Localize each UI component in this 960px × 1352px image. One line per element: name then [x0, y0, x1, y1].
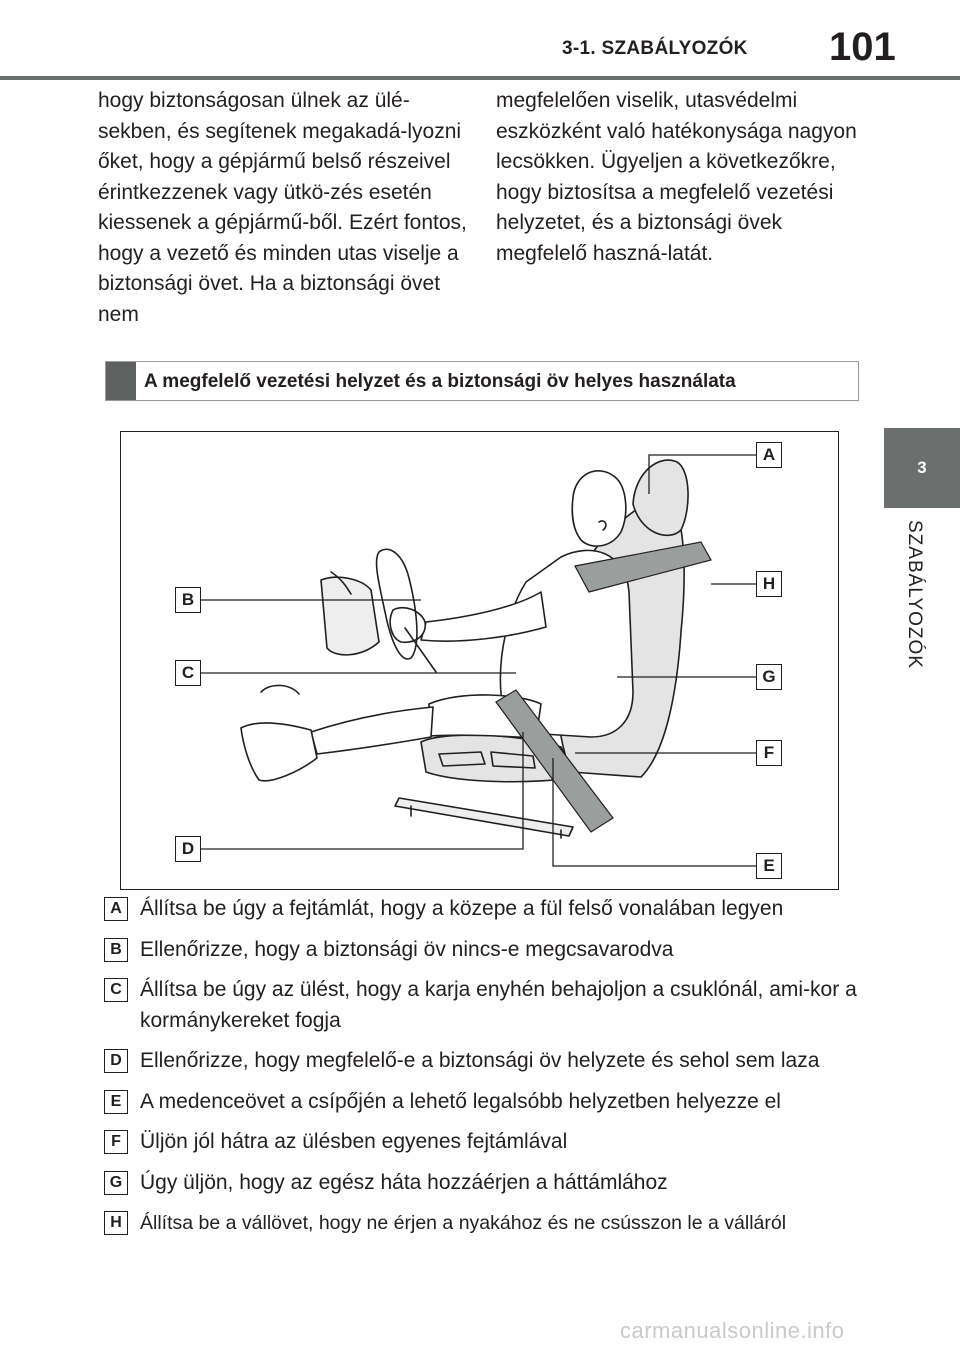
legend-text-b: Ellenőrizze, hogy a biztonsági öv nincs-e megcsavarodva — [140, 937, 674, 961]
driver-lower-leg — [311, 707, 433, 754]
section-heading-box — [105, 361, 859, 401]
page-number: 101 — [829, 25, 896, 69]
callout-h: H — [756, 571, 782, 597]
legend-item-f — [104, 1127, 864, 1158]
legend-item-g — [104, 1168, 864, 1199]
legend-item-b — [104, 935, 864, 966]
section-label: 3-1. SZABÁLYOZÓK — [562, 38, 748, 59]
intro-right-column: megfelelően viselik, utasvédelmi eszközként való hatékonysága nagyon lecsökken. Ügyeljen a következőkre, hogy biztosítsa a megfelelő vezetési helyzetet, és a biztonsági övek megfelelő haszná-latát. — [496, 89, 857, 265]
legend-item-h — [104, 1208, 864, 1239]
legend-key-d: D — [104, 1049, 128, 1073]
chapter-title: SZABÁLYOZÓK — [904, 520, 925, 669]
legend-key-g: G — [104, 1171, 128, 1195]
legend-key-b: B — [104, 938, 128, 962]
callout-g: G — [756, 664, 782, 690]
chapter-number: 3 — [917, 458, 927, 477]
callout-a: A — [756, 442, 782, 468]
figure-legend — [104, 894, 864, 1249]
callout-f: F — [756, 740, 782, 766]
legend-key-a: A — [104, 897, 128, 921]
chapter-tab[interactable] — [884, 428, 960, 508]
intro-left-column: hogy biztonságosan ülnek az ülé-sekben, és segítenek megakadá-lyozni őket, hogy a gépjármű belső részeivel érintkezzenek vagy ütkö-zés esetén kiessenek a gépjármű-ből. Ezért fontos, hogy a vezető és minden utas viselje a biztonsági övet. Ha a biztonsági övet nem — [98, 89, 467, 326]
callout-c: C — [175, 660, 201, 686]
legend-item-c — [104, 975, 864, 1036]
heading-marker — [106, 362, 136, 400]
legend-text-h: Állítsa be a vállövet, hogy ne érjen a nyakához és ne csússzon le a válláról — [140, 1212, 787, 1234]
legend-key-e: E — [104, 1090, 128, 1114]
driving-position-figure — [120, 431, 839, 890]
legend-item-a — [104, 894, 864, 925]
legend-text-d: Ellenőrizze, hogy megfelelő-e a biztonsági öv helyzete és sehol sem laza — [140, 1049, 820, 1072]
driver-head — [572, 471, 626, 546]
legend-text-e: A medenceövet a csípőjén a lehető legalsóbb helyzetben helyezze el — [140, 1089, 781, 1113]
legend-text-g: Úgy üljön, hogy az egész háta hozzáérjen a háttámlához — [140, 1170, 668, 1194]
legend-key-f: F — [104, 1130, 128, 1154]
legend-text-a: Állítsa be úgy a fejtámlát, hogy a közepe a fül felső vonalában legyen — [140, 897, 784, 920]
legend-item-d — [104, 1046, 864, 1077]
legend-text-c: Állítsa be úgy az ülést, hogy a karja enyhén behajoljon a csuklónál, ami-kor a kormánykereket fogja — [140, 978, 857, 1032]
callout-e: E — [756, 853, 782, 879]
section-heading: A megfelelő vezetési helyzet és a biztonsági öv helyes használata — [144, 371, 736, 392]
legend-text-f: Üljön jól hátra az ülésben egyenes fejtámlával — [140, 1130, 568, 1153]
dashboard — [321, 577, 379, 655]
watermark: carmanualsonline.info — [620, 1318, 845, 1343]
pedal — [261, 685, 299, 694]
driver-hand — [390, 608, 425, 643]
header-divider — [0, 76, 960, 80]
callout-b: B — [175, 587, 201, 613]
legend-item-e — [104, 1087, 864, 1118]
steering-wheel — [377, 549, 417, 659]
legend-key-c: C — [104, 978, 128, 1002]
callout-d: D — [175, 836, 201, 862]
legend-key-h: H — [104, 1211, 128, 1235]
driver-shoe — [241, 723, 317, 781]
driver-seat-illustration — [121, 432, 838, 889]
seat-rail — [395, 798, 573, 836]
